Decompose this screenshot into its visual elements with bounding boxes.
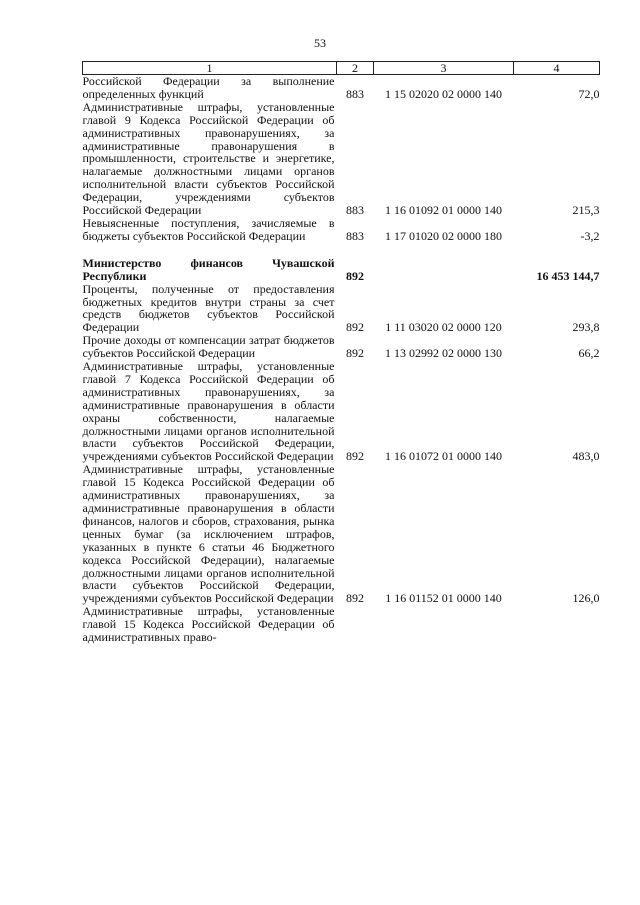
section-row xyxy=(83,257,600,283)
row-name: Административные штрафы, установленные главой 7 Кодекса Российской Федерации об административных правонарушениях, за административные правонарушения в области охраны собственности, налагаемые должностными лицами органов исполнительной власти субъектов Российской Федерации, учреждениями субъектов Российской Федерации xyxy=(82,359,335,464)
row-name: Проценты, полученные от предоставления бюджетных кредитов внутри страны за счет средств бюджетов субъектов Российской Федерации xyxy=(82,281,335,335)
column-header-2: 2 xyxy=(337,62,374,75)
page-number: 53 xyxy=(314,36,326,50)
row-amount: 293,8 xyxy=(572,320,600,335)
table-row xyxy=(83,101,600,217)
spacer-cell xyxy=(83,243,337,257)
row-name: Российской Федерации за выполнение определенных функций xyxy=(82,74,335,101)
row-amount: 483,0 xyxy=(572,449,600,464)
column-header-4: 4 xyxy=(514,62,600,75)
table-row xyxy=(83,283,600,335)
section-budget-code xyxy=(374,257,514,283)
row-budget-code: 1 13 02992 02 0000 130 xyxy=(385,346,502,361)
row-admin-code: 883 xyxy=(346,228,364,243)
row-amount xyxy=(514,605,600,644)
table-row xyxy=(83,217,600,243)
row-name: Административные штрафы, установленные главой 15 Кодекса Российской Федерации об административных право- xyxy=(82,604,335,645)
column-header-1: 1 xyxy=(83,62,337,75)
row-admin-code: 883 xyxy=(346,86,364,101)
row-amount: 66,2 xyxy=(578,346,600,361)
row-name: Невыясненные поступления, зачисляемые в бюджеты субъектов Российской Федерации xyxy=(82,215,335,243)
table-row xyxy=(83,605,600,644)
table-row xyxy=(83,463,600,605)
row-admin-code: 892 xyxy=(346,320,364,335)
section-amount: 16 453 144,7 xyxy=(536,268,600,283)
section-name: Министерство финансов Чувашской Республики xyxy=(82,255,335,283)
section-admin-code: 892 xyxy=(346,268,364,283)
spacer-row xyxy=(83,243,600,257)
row-budget-code: 1 16 01092 01 0000 140 xyxy=(385,203,502,218)
table-row xyxy=(83,334,600,360)
row-admin-code xyxy=(337,605,374,644)
row-budget-code: 1 15 02020 02 0000 140 xyxy=(385,86,502,101)
column-header-3: 3 xyxy=(374,62,514,75)
row-amount: 72,0 xyxy=(578,86,600,101)
row-admin-code: 892 xyxy=(346,591,364,606)
row-name: Административные штрафы, установленные главой 9 Кодекса Российской Федерации об административных правонарушениях, за административные правонарушения в промышленности, строительстве и энергетике, налагаемые должностными лицами органов исполнительной власти субъектов Российской Федерации, учреждениями субъектов Российской Федерации xyxy=(82,99,335,218)
row-admin-code: 883 xyxy=(346,203,364,218)
row-name: Прочие доходы от компенсации затрат бюджетов субъектов Российской Федерации xyxy=(82,333,335,361)
budget-table xyxy=(82,61,600,644)
row-budget-code: 1 16 01072 01 0000 140 xyxy=(385,449,502,464)
row-name: Административные штрафы, установленные главой 15 Кодекса Российской Федерации об административных правонарушениях, за административные правонарушения в области финансов, налогов и сборов, страхования, рынка ценных бумаг (за исключением штрафов, указанных в пункте 6 статьи 46 Бюджетного кодекса Российской Федерации), налагаемые должностными лицами органов исполнительной власти субъектов Российской Федерации, учреждениями субъектов Российской Федерации xyxy=(82,462,335,606)
row-admin-code: 892 xyxy=(346,346,364,361)
row-budget-code xyxy=(374,605,514,644)
table-row xyxy=(83,360,600,463)
row-budget-code: 1 17 01020 02 0000 180 xyxy=(385,228,502,243)
row-amount: 126,0 xyxy=(572,591,600,606)
row-amount: -3,2 xyxy=(580,228,600,243)
table-row xyxy=(83,75,600,101)
spacer-cell xyxy=(374,243,514,257)
spacer-cell xyxy=(514,243,600,257)
row-budget-code: 1 16 01152 01 0000 140 xyxy=(385,591,502,606)
table-header-row xyxy=(83,62,600,75)
row-admin-code: 892 xyxy=(346,449,364,464)
row-amount: 215,3 xyxy=(572,203,600,218)
spacer-cell xyxy=(337,243,374,257)
row-budget-code: 1 11 03020 02 0000 120 xyxy=(385,320,502,335)
